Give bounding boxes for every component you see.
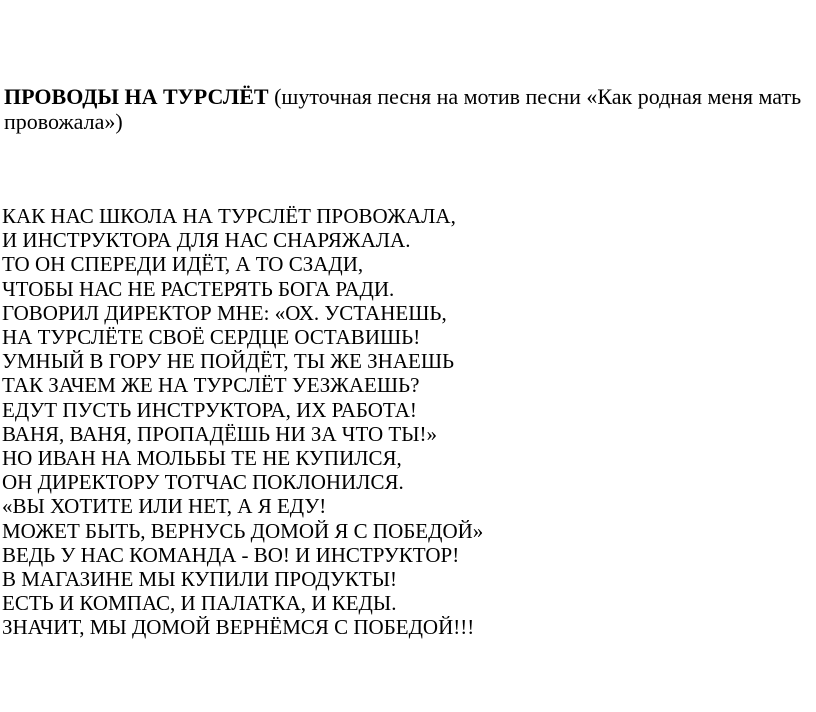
lyric-line: КАК НАС ШКОЛА НА ТУРСЛЁТ ПРОВОЖАЛА, (2, 204, 456, 228)
lyric-line: В МАГАЗИНЕ МЫ КУПИЛИ ПРОДУКТЫ! (2, 567, 398, 592)
lyric-line: ТО ОН СПЕРЕДИ ИДЁТ, А ТО СЗАДИ, (2, 252, 364, 277)
lyric-line: ОН ДИРЕКТОРУ ТОТЧАС ПОКЛОНИЛСЯ. (2, 470, 404, 495)
song-heading (4, 84, 804, 134)
song-title: ПРОВОДЫ НА ТУРСЛЁТ (4, 84, 269, 109)
lyric-line: ЗНАЧИТ, МЫ ДОМОЙ ВЕРНЁМСЯ С ПОБЕДОЙ!!! (2, 615, 475, 640)
lyric-line: ВАНЯ, ВАНЯ, ПРОПАДЁШЬ НИ ЗА ЧТО ТЫ!» (2, 421, 438, 446)
lyric-line: И ИНСТРУКТОРА ДЛЯ НАС СНАРЯЖАЛА. (2, 228, 411, 253)
lyric-line: НО ИВАН НА МОЛЬБЫ ТЕ НЕ КУПИЛСЯ, (2, 446, 402, 471)
lyric-line: МОЖЕТ БЫТЬ, ВЕРНУСЬ ДОМОЙ Я С ПОБЕДОЙ» (2, 518, 484, 543)
song-lyrics (2, 204, 802, 640)
lyric-line: ЕСТЬ И КОМПАС, И ПАЛАТКА, И КЕДЫ. (2, 591, 397, 616)
lyric-line: ЧТОБЫ НАС НЕ РАСТЕРЯТЬ БОГА РАДИ. (2, 276, 395, 301)
lyric-line: НА ТУРСЛЁТЕ СВОЁ СЕРДЦЕ ОСТАВИШЬ! (2, 325, 421, 350)
lyric-line: ЕДУТ ПУСТЬ ИНСТРУКТОРА, ИХ РАБОТА! (2, 397, 417, 422)
lyric-line: ВЕДЬ У НАС КОМАНДА - ВО! И ИНСТРУКТОР! (2, 542, 460, 567)
lyric-line: ГОВОРИЛ ДИРЕКТОР МНЕ: «ОХ. УСТАНЕШЬ, (2, 300, 447, 325)
song-subtitle: (шуточная песня на мотив песни «Как родная меня мать провожала») (4, 84, 802, 134)
lyric-line: ТАК ЗАЧЕМ ЖЕ НА ТУРСЛЁТ УЕЗЖАЕШЬ? (2, 373, 420, 398)
lyric-line: «ВЫ ХОТИТЕ ИЛИ НЕТ, А Я ЕДУ! (2, 494, 327, 519)
lyric-line: УМНЫЙ В ГОРУ НЕ ПОЙДЁТ, ТЫ ЖЕ ЗНАЕШЬ (2, 349, 455, 374)
